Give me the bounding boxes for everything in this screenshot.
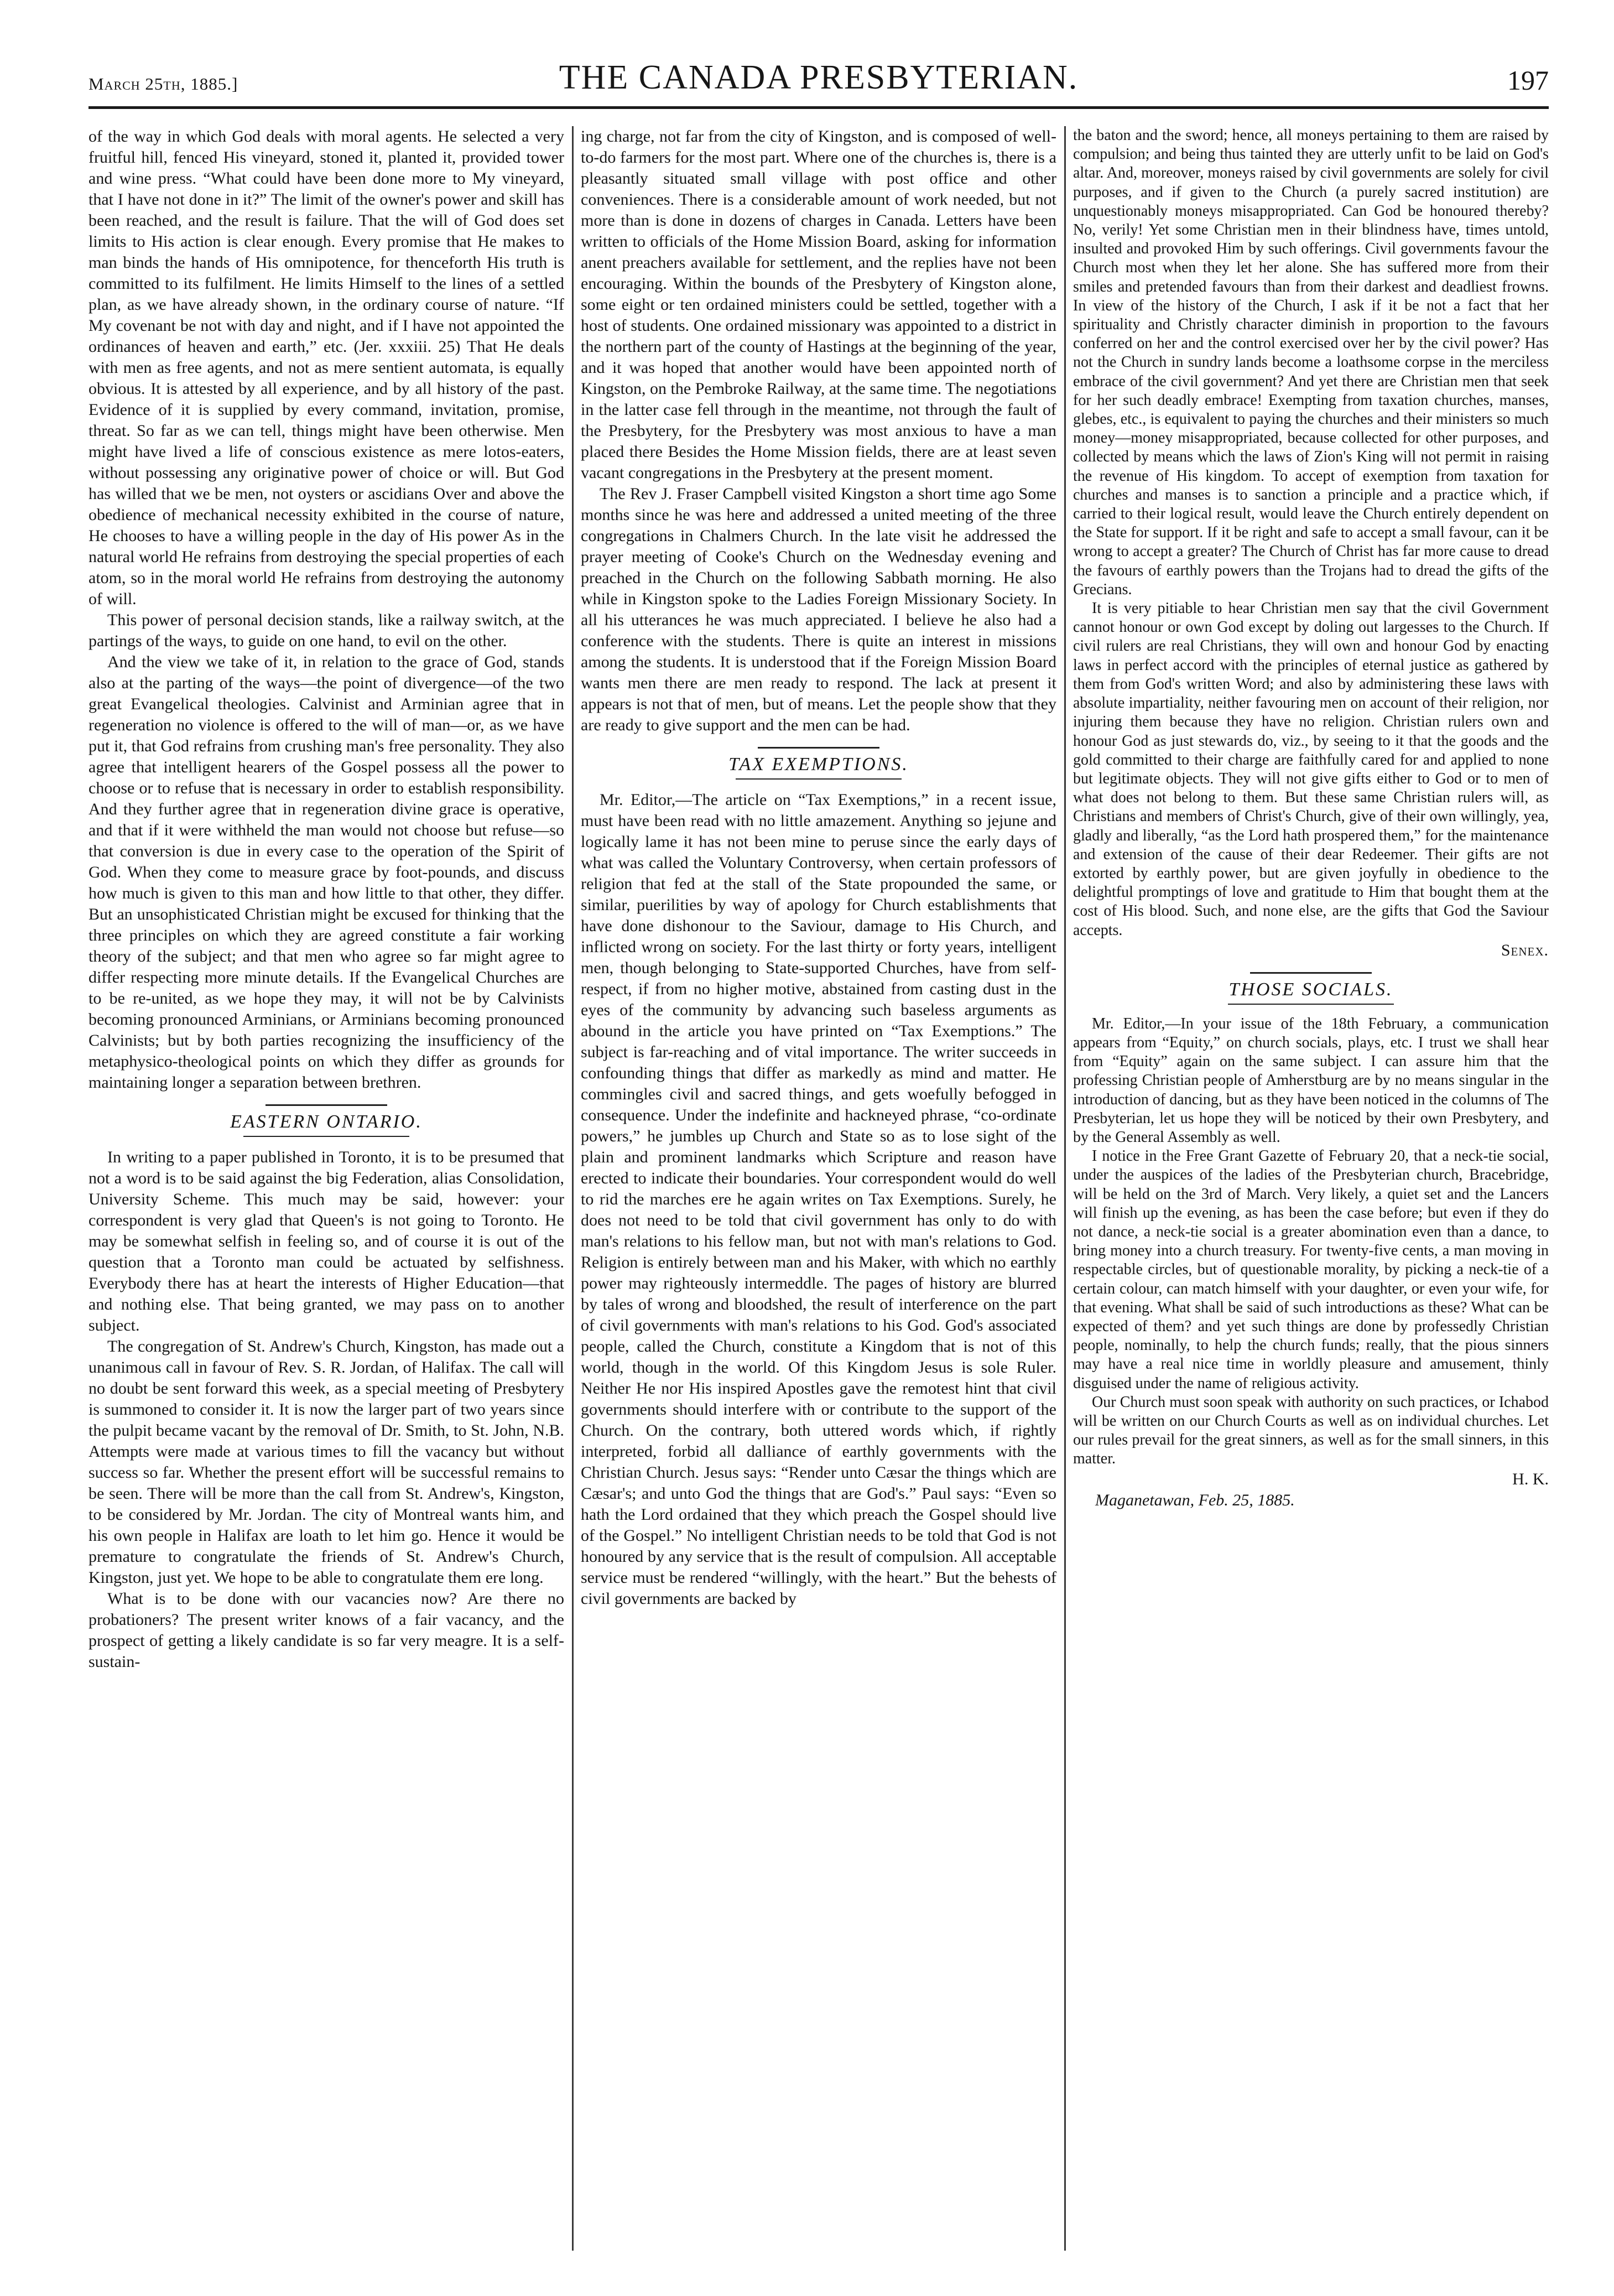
- column-divider: [1064, 126, 1066, 2251]
- article-paragraph: This power of personal decision stands, like a railway switch, at the partings of the ways, to guide on one hand, to evil on the other.: [88, 611, 564, 650]
- heading-tax-exemptions: TAX EXEMPTIONS.: [728, 754, 909, 775]
- article-paragraph: It is very pitiable to hear Christian men say that the civil Government cannot honour or own God except by doling out largesses to the Church. If civil rulers are real Christians, they will own and honour God by enacting laws in perfect accord with the principles of eternal justice as gathered by them from God's written Word; and also by administering these laws with absolute impartiality, neither favouring men on account of their religion, nor injuring them because they have no religion. Christian rulers own and honour God as just stewards do, viz., by seeing to it that the goods and the gold committed to their charge are faithfully cared for and applied to none but legitimate objects. They will not give gifts either to God or to men of what does not belong to them. But these same Christian rulers will, as Christians and members of Christ's Church, give of their own willingly, yea, gladly and liberally, “as the Lord hath prospered them,” for the maintenance and extension of the cause of their dear Redeemer. Their gifts are not extorted by earthly power, but are given joyfully in obedience to the delightful promptings of love and gratitude to Him that bought them at the cost of His blood. Such, and none else, are the gifts that God the Saviour accepts.: [1073, 600, 1549, 939]
- article-paragraph: Mr. Editor,—The article on “Tax Exemptions,” in a recent issue, must have been read with no little amazement. Anything so jejune and logically lame it has not been mine to peruse since the early days of what was called the Voluntary Controversy, when certain professors of religion that fed at the stall of the State propounded the same, or similar, puerilities by way of apology for Church establishments that have done dishonour to the Saviour, damage to His Church, and inflicted wrong on society. For the last thirty or forty years, intelligent men, though belonging to State-supported Churches, have from self-respect, if from no higher motive, abstained from casting dust in the eyes of the community by advancing such baseless arguments as abound in the article you have printed on “Tax Exemptions.” The subject is far-reaching and of vital importance. The writer succeeds in confounding things that differ as markedly as mind and matter. He commingles civil and sacred things, and gets woefully befogged in consequence. Under the indefinite and hackneyed phrase, “co-ordinate powers,” he jumbles up Church and State so as to lose sight of the plain and prominent landmarks which Scripture and reason have erected to indicate their boundaries. Your correspondent would do well to rid the marches ere he again writes on Tax Exemptions. Surely, he does not need to be told that civil government has only to do with man's relations to his fellow man, but not with man's relations to God. Religion is entirely between man and his Maker, with which no earthly power may righteously intermeddle. The pages of history are blurred by tales of wrong and bloodshed, the result of interference on the part of civil governments with man's relations to his God. God's associated people, called the Church, constitute a Kingdom that is not of this world, though in the world. Of this Kingdom Jesus is sole Ruler. Neither He nor His inspired Apostles gave the remotest hint that civil governments should interfere with or contribute to the support of the Church. On the contrary, both uttered words which, if rightly interpreted, forbid all dalliance of earthly governments with the Christian Church. Jesus says: “Render unto Cæsar the things which are Cæsar's; and unto God the things that are God's.” Paul says: “Even so hath the Lord ordained that they which preach the Gospel should live of the Gospel.” No intelligent Christian needs to be told that God is not honoured by any service that is the result of compulsion. All acceptable service must be rendered “willingly, with the heart.” But the behests of civil governments are backed by: [581, 791, 1056, 1608]
- heading-underline: [1228, 1004, 1394, 1005]
- column-one: [88, 126, 564, 2256]
- section-heading: [581, 747, 1056, 780]
- page-number: 197: [1507, 65, 1549, 96]
- article-paragraph: The congregation of St. Andrew's Church, Kingston, has made out a unanimous call in favour of Rev. S. R. Jordan, of Halifax. The call will no doubt be sent forward this week, as a special meeting of Presbytery is summoned to consider it. It is now the larger part of two years since the pulpit became vacant by the removal of Dr. Smith, to St. John, N.B. Attempts were made at various times to fill the vacancy but without success so far. Whether the present effort will be successful remains to be seen. There will be more than the call from St. Andrew's, Kingston, to be considered by Mr. Jordan. The city of Montreal wants him, and his own people in Halifax are loath to let him go. Hence it would be premature to congratulate the friends of St. Andrew's Church, Kingston, just yet. We hope to be able to congratulate them ere long.: [88, 1337, 564, 1587]
- dateline: Maganetawan, Feb. 25, 1885.: [1095, 1490, 1295, 1509]
- article-paragraph: of the way in which God deals with moral agents. He selected a very fruitful hill, fenced His vineyard, stoned it, planted it, provided tower and wine press. “What could have been done more to My vineyard, that I have not done in it?” The limit of the owner's power and skill has been reached, and the result is failure. That the will of God does set limits to His action is clear enough. Every promise that He makes to man binds the hands of His omnipotence, for thenceforth His truth is committed to its fulfilment. He limits Himself to the lines of a settled plan, as we have already shown, in the ordinary course of nature. “If My covenant be not with day and night, and if I have not appointed the ordinances of heaven and earth,” etc. (Jer. xxxiii. 25) That He deals with men as free agents, and not as mere sentient automata, is equally obvious. It is attested by all experience, and by all history of the past. Evidence of it is supplied by every command, invitation, promise, threat. So far as we can tell, things might have been otherwise. Men might have lived a life of conscious existence as mere lotos-eaters, without possessing any originative power of choice or will. But God has willed that we be men, not oysters or ascidians Over and above the obedience of mechanical necessity exhibited in the course of nature, He chooses to have a willing people in the day of His power As in the natural world He refrains from destroying the special properties of each atom, so in the moral world He refrains from destroying the autonomy of will.: [88, 127, 564, 608]
- heading-underline: [736, 778, 902, 780]
- signature-senex: Senex.: [1501, 941, 1549, 959]
- column-two: [581, 126, 1056, 2256]
- issue-date: March 25th, 1885.]: [88, 74, 238, 93]
- column-three: [1073, 126, 1549, 2256]
- signature-line: [1073, 1469, 1549, 1490]
- heading-rule: [265, 1104, 387, 1106]
- masthead-rule: [88, 106, 1549, 109]
- signature-line: [1073, 940, 1549, 961]
- article-paragraph: ing charge, not far from the city of Kingston, and is composed of well-to-do farmers for the most part. Where one of the churches is, there is a pleasantly situated small village with post office and other conveniences. There is a considerable amount of work needed, but not more than is done in dozens of charges in Canada. Letters have been written to officials of the Home Mission Board, asking for information anent preachers available for settlement, and the replies have not been encouraging. Within the bounds of the Presbytery of Kingston alone, some eight or ten ordained ministers could be settled, together with a host of students. One ordained missionary was appointed to a district in the northern part of the county of Hastings at the beginning of the year, and it was hoped that another would have been appointed north of Kingston, on the Pembroke Railway, at the same time. The negotiations in the latter case fell through in the meantime, not through the fault of the Presbytery, for the Presbytery was most anxious to have a man placed there Besides the Home Mission fields, there are at least seven vacant congregations in the Presbytery at the present moment.: [581, 127, 1056, 482]
- article-paragraph: Mr. Editor,—In your issue of the 18th February, a communication appears from “Equity,” on church socials, plays, etc. I trust we shall hear from “Equity” again on the same subject. I can assure him that the professing Christian people of Amherstburg are by no means singular in the introduction of dancing, but as they have been noticed in the columns of The Presbyterian, let us hope they will be noticed by their own Presbytery, and by the General Assembly as well.: [1073, 1015, 1549, 1146]
- article-paragraph: And the view we take of it, in relation to the grace of God, stands also at the parting of the ways—the point of divergence—of the two great Evangelical theologies. Calvinist and Arminian agree that in regeneration no violence is offered to the will of man—or, as we have put it, that God refrains from crushing man's free personality. They also agree that intelligent hearers of the Gospel possess all the power to choose or to refuse that is necessary in order to establish responsibility. And they further agree that in regeneration divine grace is operative, and that if it were withheld the man would not choose but refuse—so that conversion is due in every case to the operation of the Spirit of God. When they come to measure grace by foot-pounds, and discuss how much is given to this man and how little to that other, they differ. But an unsophisticated Christian might be excused for thinking that the three principles on which they are agreed constitute a fair working theory of the subject; and that men who agree so far might agree to differ respecting more minute details. If the Evangelical Churches are to be re-united, as we hope they may, it will not be by Calvinists becoming pronounced Arminians, or Arminians becoming pronounced Calvinists; but by both parties recognizing the insufficiency of the metaphysico-theological points on which they differ as grounds for maintaining longer a separation between brethren.: [88, 653, 564, 1092]
- column-divider: [572, 126, 574, 2251]
- masthead: [88, 43, 1549, 104]
- article-paragraph: The Rev J. Fraser Campbell visited Kingston a short time ago Some months since he was here and addressed a united meeting of the three congregations in Chalmers Church. In the late visit he addressed the prayer meeting of Cooke's Church on the Wednesday evening and preached in the Church on the following Sabbath morning. He also while in Kingston spoke to the Ladies Foreign Missionary Society. In all his utterances he was much appreciated. I believe he also had a conference with the students. There is quite an interest in missions among the students. It is understood that if the Foreign Mission Board wants men there are men ready to respond. The lack at present it appears is not that of men, but of means. Let the people show that they are ready to give support and the men can be had.: [581, 485, 1056, 734]
- article-paragraph: What is to be done with our vacancies now? Are there no probationers? The present writer knows of a fair vacancy, and the prospect of getting a likely candidate is so far very meagre. It is a self-sustain-: [88, 1589, 564, 1671]
- signature-hk: H. K.: [1512, 1469, 1549, 1488]
- heading-rule: [758, 747, 879, 749]
- heading-underline: [243, 1136, 409, 1137]
- heading-those-socials: THOSE SOCIALS.: [1228, 979, 1393, 1000]
- article-paragraph: Our Church must soon speak with authority on such practices, or Ichabod will be written on our Church Courts as well as on individual churches. Let our rules prevail for the great sinners, as well as for the small sinners, in this matter.: [1073, 1393, 1549, 1468]
- heading-eastern-ontario: EASTERN ONTARIO.: [230, 1111, 423, 1132]
- heading-rule: [1250, 972, 1372, 974]
- section-heading: [1073, 972, 1549, 1005]
- section-heading: [88, 1104, 564, 1137]
- article-paragraph: In writing to a paper published in Toronto, it is to be presumed that not a word is to be said against the big Federation, alias Consolidation, University Scheme. This much may be said, however: your correspondent is very glad that Queen's is not going to Toronto. He may be somewhat selfish in feeling so, and of course it is out of the question that a Toronto man could be actuated by selfishness. Everybody there has at heart the interests of Higher Education—that and nothing else. That being granted, we may pass on to another subject.: [88, 1148, 564, 1334]
- article-paragraph: I notice in the Free Grant Gazette of February 20, that a neck-tie social, under the auspices of the ladies of the Presbyterian church, Bracebridge, will be held on the 3rd of March. Very likely, a quiet set and the Lancers will finish up the evening, as has been the case before; but even if they do not dance, a neck-tie social is a greater abomination even than a dance, to bring money into a church treasury. For twenty-five cents, a man moving in respectable circles, but of questionable morality, by picking a neck-tie of a certain colour, can match himself with your daughter, or even your wife, for that evening. What shall be said of such introductions as these? What can be expected of them? and yet such things are done by professedly Christian people, nominally, to help the church funds; really, that the pious sinners may have a real nice time in worldly pleasure and amusement, thinly disguised under the name of religious activity.: [1073, 1147, 1549, 1392]
- newspaper-title: THE CANADA PRESBYTERIAN.: [559, 59, 1079, 96]
- article-paragraph: the baton and the sword; hence, all moneys pertaining to them are raised by compulsion; and being thus tainted they are utterly unfit to be laid on God's altar. And, moreover, moneys raised by civil governments are solely for civil purposes, and if given to the Church (a purely sacred institution) are unquestionably moneys misappropriated. Can God be honoured thereby? No, verily! Yet some Christian men in their blindness have, times untold, insulted and provoked Him by such offerings. Civil governments favour the Church most when they let her alone. She has suffered more from their smiles and pretended favours than from their darkest and deadliest frowns. In view of the history of the Church, I ask if it be not a fact that her spirituality and Christly character diminish in proportion to the favours conferred on her and the control exercised over her by the civil power? Has not the Church in sundry lands become a loathsome corpse in the merciless embrace of the civil government? And yet there are Christian men that seek for her such deadly embrace! Exempting from taxation churches, manses, glebes, etc., is equivalent to paying the churches and their ministers so much money—money misappropriated, because collected for other purposes, and collected by means which the laws of Zion's King will not permit in raising the revenue of His kingdom. To accept of exemption from taxation for churches and manses is to sanction a principle and a practice which, if carried to their logical result, would leave the Church entirely dependent on the State for support. If it be right and safe to accept a small favour, can it be wrong to accept a greater? The Church of Christ has far more cause to dread the favours of earthly powers than the Trojans had to dread the gifts of the Grecians.: [1073, 127, 1549, 598]
